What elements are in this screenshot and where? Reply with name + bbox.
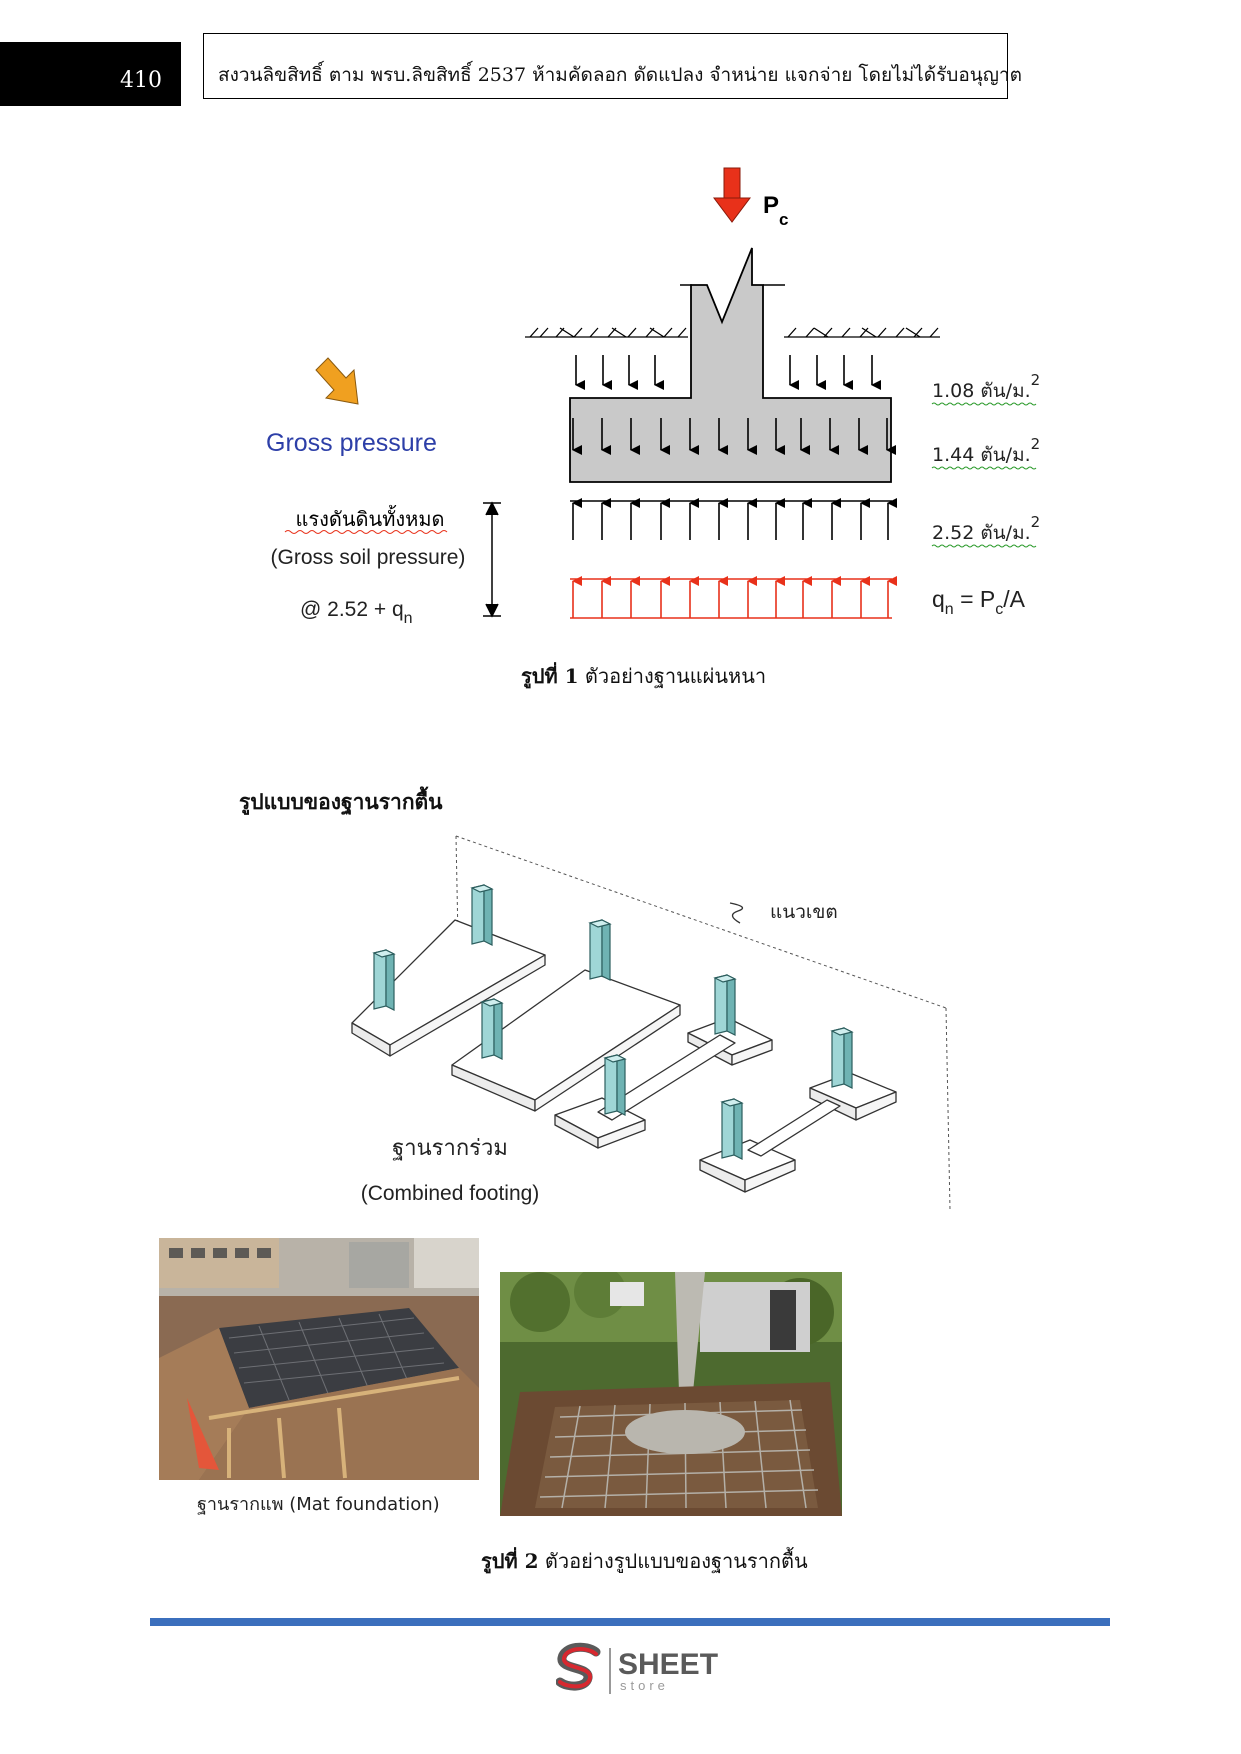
footing-column <box>570 248 891 482</box>
figure1-caption: รูปที่ 1 ตัวอย่างฐานแผ่นหนา <box>521 664 767 688</box>
column <box>715 975 735 1035</box>
net-pressure-arrows <box>570 579 892 618</box>
combined-footing-diagram <box>340 830 960 1220</box>
pointer-arrow-icon <box>316 358 358 404</box>
combined-footing-en: (Combined footing) <box>360 1182 540 1205</box>
column <box>374 950 394 1010</box>
footer-rule <box>150 1618 1110 1626</box>
ground-line-right <box>784 328 940 337</box>
column <box>722 1099 742 1159</box>
mat-foundation-photo <box>159 1238 479 1480</box>
column <box>832 1028 852 1088</box>
page-number: 410 <box>120 68 162 93</box>
logo-s-icon <box>560 1647 596 1686</box>
dimension-arrow <box>483 503 501 616</box>
column <box>605 1055 625 1115</box>
ground-line-left <box>525 328 688 337</box>
section-heading: รูปแบบของฐานรากตื้น <box>239 789 443 814</box>
load-row2-label: 1.44 ตัน/ม.$^2$ <box>932 435 1041 466</box>
soil-pressure-en: (Gross soil pressure) <box>270 546 466 569</box>
combined-footing-thai: ฐานรากร่วม <box>392 1136 508 1161</box>
gross-pressure-label: Gross pressure <box>266 429 437 457</box>
concrete-pour-photo <box>500 1272 842 1516</box>
column <box>472 885 492 945</box>
column <box>590 920 610 980</box>
load-label: $P_c$ <box>763 192 789 229</box>
logo-brand-sub: store <box>620 1678 669 1693</box>
qn-formula: $q_n = P_c/A$ <box>932 586 1025 618</box>
load-row1-label: 1.08 ตัน/ม.$^2$ <box>932 371 1041 402</box>
boundary-label: แนวเขต <box>770 901 838 923</box>
logo-brand: SHEET <box>618 1648 719 1681</box>
load-arrow-icon <box>714 168 750 222</box>
thick-slab-footing-diagram <box>240 160 1080 630</box>
copyright-notice: สงวนลิขสิทธิ์ ตาม พรบ.ลิขสิทธิ์ 2537 ห้ามคัดลอก ดัดแปลง จำหน่าย แจกจ่าย โดยไม่ได้รับอนุญาต <box>218 64 1022 86</box>
boundary-leader <box>730 903 743 923</box>
figure2-caption: รูปที่ 2 ตัวอย่างรูปแบบของฐานรากตื้น <box>481 1549 808 1573</box>
load-row3-label: 2.52 ตัน/ม.$^2$ <box>932 513 1041 544</box>
soil-pressure-formula: @ $2.52 + q_n$ <box>300 598 413 627</box>
soil-pressure-thai: แรงดันดินทั้งหมด <box>295 507 445 531</box>
column <box>482 999 502 1059</box>
mat-foundation-label: ฐานรากแพ (Mat foundation) <box>197 1494 440 1515</box>
sheet-store-logo <box>556 1642 736 1702</box>
gross-soil-pressure-arrows <box>570 501 892 540</box>
